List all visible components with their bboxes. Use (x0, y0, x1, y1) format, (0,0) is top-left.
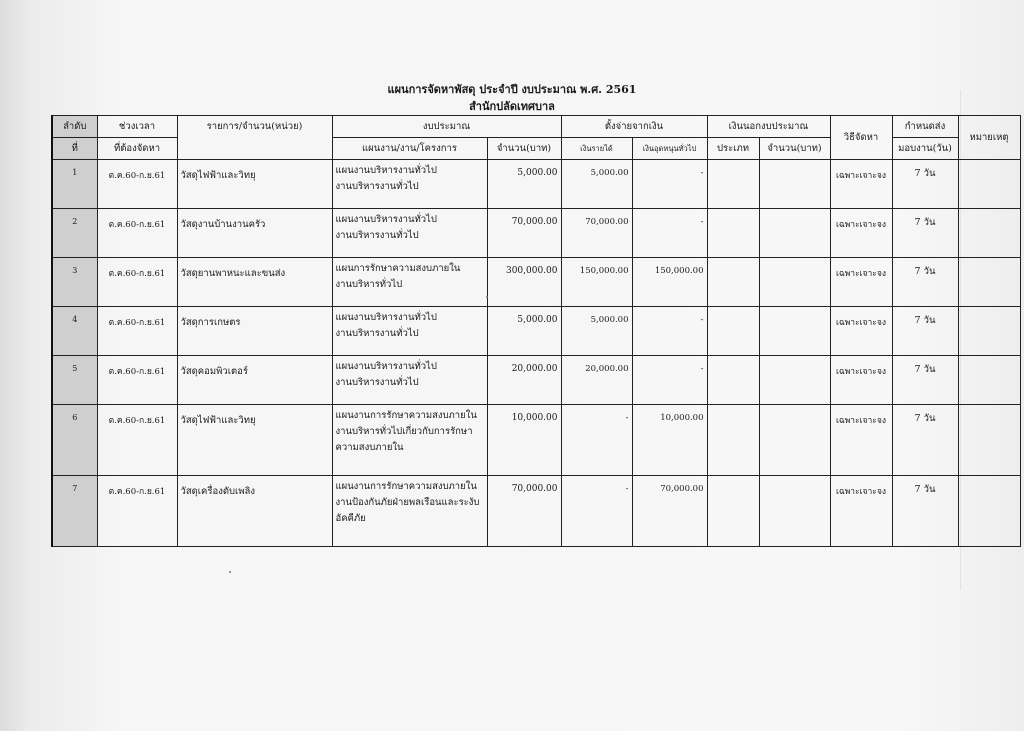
row-method: เฉพาะเจาะจง (830, 258, 892, 307)
row-remark (958, 405, 1020, 476)
row-plan: แผนงานการรักษาความสงบภายใน งานป้องกันภัยฝ่ายพลเรือนและระงับ อัคคีภัย (332, 476, 487, 547)
header-delivery: กำหนดส่ง (892, 116, 958, 138)
row-remark (958, 209, 1020, 258)
row-subsidy: 150,000.00 (632, 258, 707, 307)
document-subtitle: สำนักปลัดเทศบาล (469, 100, 555, 113)
header-no: ลำดับ (52, 116, 97, 138)
row-item: วัสดุไฟฟ้าและวิทยุ (177, 405, 332, 476)
row-income: 5,000.00 (561, 160, 632, 209)
row-amount: 300,000.00 (487, 258, 561, 307)
row-days: 7 วัน (892, 307, 958, 356)
row-offbudget-type (707, 160, 759, 209)
row-offbudget-type (707, 405, 759, 476)
row-subsidy: - (632, 160, 707, 209)
row-offbudget-amount (759, 307, 830, 356)
row-remark (958, 258, 1020, 307)
header-offbudget: เงินนอกงบประมาณ (707, 116, 830, 138)
table-row (52, 160, 1020, 209)
row-offbudget-amount (759, 209, 830, 258)
row-item: วัสดุการเกษตร (177, 307, 332, 356)
row-item: วัสดุคอมพิวเตอร์ (177, 356, 332, 405)
table-row (52, 209, 1020, 258)
row-period: ต.ค.60-ก.ย.61 (97, 476, 177, 547)
row-period: ต.ค.60-ก.ย.61 (97, 160, 177, 209)
row-plan: แผนงานบริหารงานทั่วไป งานบริหารงานทั่วไป (332, 160, 487, 209)
header-remark: หมายเหตุ (958, 116, 1020, 160)
table-row (52, 258, 1020, 307)
header-period: ช่วงเวลา (97, 116, 177, 138)
row-offbudget-amount (759, 356, 830, 405)
row-no: 1 (52, 160, 97, 209)
header-delivery-bottom: มอบงาน(วัน) (892, 138, 958, 160)
row-income: 5,000.00 (561, 307, 632, 356)
scan-speck (229, 571, 231, 573)
row-subsidy: - (632, 209, 707, 258)
row-remark (958, 160, 1020, 209)
row-plan: แผนงานการรักษาความสงบภายใน งานบริหารทั่วไปเกี่ยวกับการรักษา ความสงบภายใน (332, 405, 487, 476)
row-method: เฉพาะเจาะจง (830, 307, 892, 356)
row-method: เฉพาะเจาะจง (830, 209, 892, 258)
header-source-subsidy: เงินอุดหนุนทั่วไป (632, 138, 707, 160)
row-income: 150,000.00 (561, 258, 632, 307)
row-offbudget-type (707, 356, 759, 405)
row-days: 7 วัน (892, 258, 958, 307)
row-amount: 5,000.00 (487, 160, 561, 209)
row-income: - (561, 405, 632, 476)
row-no: 3 (52, 258, 97, 307)
header-budget: งบประมาณ (332, 116, 561, 138)
row-subsidy: - (632, 307, 707, 356)
row-method: เฉพาะเจาะจง (830, 160, 892, 209)
row-amount: 5,000.00 (487, 307, 561, 356)
header-method: วิธีจัดหา (830, 116, 892, 160)
row-remark (958, 356, 1020, 405)
row-method: เฉพาะเจาะจง (830, 476, 892, 547)
row-offbudget-amount (759, 405, 830, 476)
row-offbudget-amount (759, 258, 830, 307)
row-days: 7 วัน (892, 476, 958, 547)
row-offbudget-type (707, 258, 759, 307)
header-offbudget-type: ประเภท (707, 138, 759, 160)
table-row (52, 476, 1020, 547)
scan-speck (486, 296, 488, 298)
row-period: ต.ค.60-ก.ย.61 (97, 209, 177, 258)
header-budget-amount: จำนวน(บาท) (487, 138, 561, 160)
row-no: 6 (52, 405, 97, 476)
row-subsidy: 70,000.00 (632, 476, 707, 547)
header-no-bottom: ที่ (52, 138, 97, 160)
row-income: - (561, 476, 632, 547)
table-row (52, 356, 1020, 405)
row-period: ต.ค.60-ก.ย.61 (97, 405, 177, 476)
header-item: รายการ/จำนวน(หน่วย) (177, 116, 332, 160)
header-source-income: เงินรายได้ (561, 138, 632, 160)
table-row (52, 307, 1020, 356)
document-title: แผนการจัดหาพัสดุ ประจำปี งบประมาณ พ.ศ. 2561 (387, 83, 637, 96)
row-plan: แผนงานบริหารงานทั่วไป งานบริหารงานทั่วไป (332, 209, 487, 258)
row-plan: แผนการรักษาความสงบภายใน งานบริหารทั่วไป (332, 258, 487, 307)
row-remark (958, 476, 1020, 547)
row-period: ต.ค.60-ก.ย.61 (97, 356, 177, 405)
row-days: 7 วัน (892, 160, 958, 209)
row-income: 20,000.00 (561, 356, 632, 405)
row-method: เฉพาะเจาะจง (830, 405, 892, 476)
row-amount: 20,000.00 (487, 356, 561, 405)
row-days: 7 วัน (892, 209, 958, 258)
row-days: 7 วัน (892, 356, 958, 405)
row-amount: 70,000.00 (487, 476, 561, 547)
row-offbudget-amount (759, 160, 830, 209)
row-offbudget-type (707, 209, 759, 258)
header-period-bottom: ที่ต้องจัดหา (97, 138, 177, 160)
row-remark (958, 307, 1020, 356)
row-amount: 70,000.00 (487, 209, 561, 258)
table-row (52, 405, 1020, 476)
row-no: 2 (52, 209, 97, 258)
header-offbudget-amount: จำนวน(บาท) (759, 138, 830, 160)
row-offbudget-amount (759, 476, 830, 547)
row-item: วัสดุเครื่องดับเพลิง (177, 476, 332, 547)
row-offbudget-type (707, 307, 759, 356)
row-item: วัสดุงานบ้านงานครัว (177, 209, 332, 258)
row-subsidy: - (632, 356, 707, 405)
row-period: ต.ค.60-ก.ย.61 (97, 258, 177, 307)
row-subsidy: 10,000.00 (632, 405, 707, 476)
header-source: ตั้งจ่ายจากเงิน (561, 116, 707, 138)
row-item: วัสดุยานพาหนะและขนส่ง (177, 258, 332, 307)
row-income: 70,000.00 (561, 209, 632, 258)
row-offbudget-type (707, 476, 759, 547)
header-row-1 (52, 116, 1020, 138)
header-budget-plan: แผนงาน/งาน/โครงการ (332, 138, 487, 160)
row-item: วัสดุไฟฟ้าและวิทยุ (177, 160, 332, 209)
row-days: 7 วัน (892, 405, 958, 476)
row-no: 7 (52, 476, 97, 547)
row-no: 5 (52, 356, 97, 405)
procurement-table (51, 115, 1021, 547)
row-period: ต.ค.60-ก.ย.61 (97, 307, 177, 356)
row-no: 4 (52, 307, 97, 356)
row-amount: 10,000.00 (487, 405, 561, 476)
row-method: เฉพาะเจาะจง (830, 356, 892, 405)
row-plan: แผนงานบริหารงานทั่วไป งานบริหารงานทั่วไป (332, 356, 487, 405)
row-plan: แผนงานบริหารงานทั่วไป งานบริหารงานทั่วไป (332, 307, 487, 356)
